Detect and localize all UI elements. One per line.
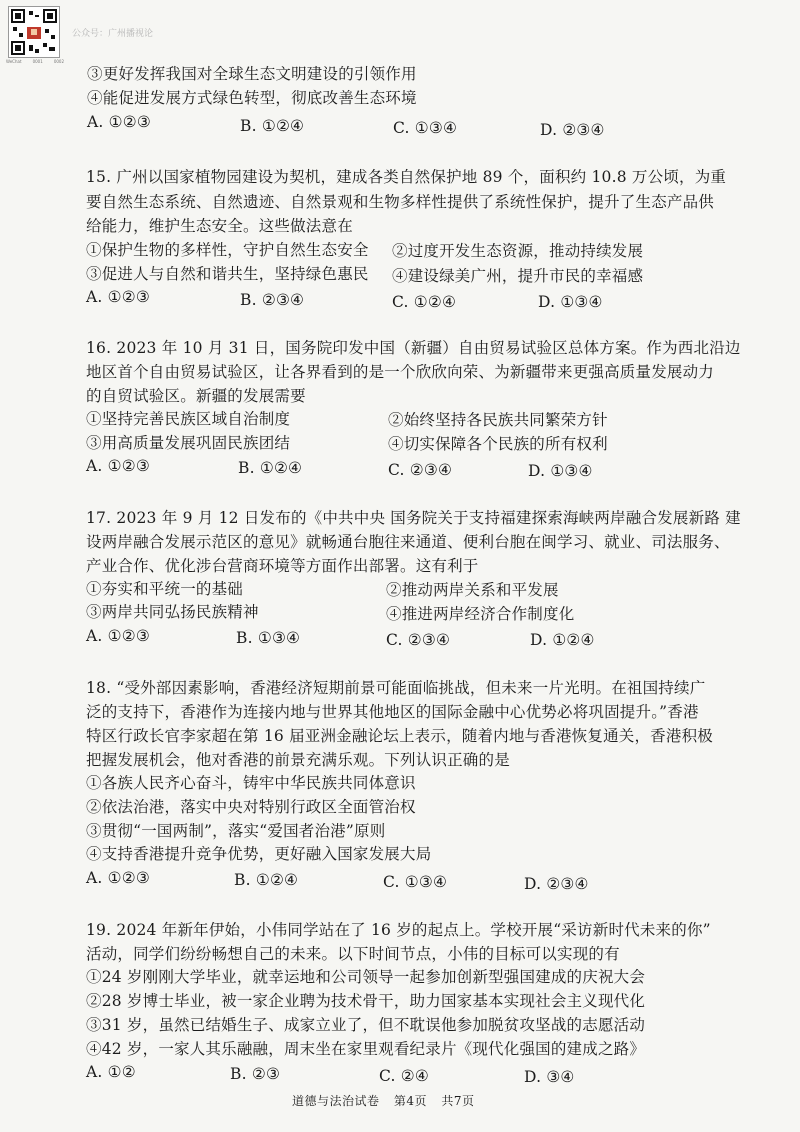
q17-option-3: ③两岸共同弘扬民族精神 [86, 603, 259, 621]
q16-option-3: ③用高质量发展巩固民族团结 [86, 434, 291, 452]
q17-stem-3: 产业合作、优化涉台营商环境等方面作出部署。这有利于 [86, 557, 479, 575]
q15-option-4: ④建设绿美广州，提升市民的幸福感 [392, 267, 644, 285]
q16-choice-d: D. ①③④ [528, 462, 593, 480]
qr-caption-3: 0002 [53, 59, 64, 64]
qr-caption [6, 59, 64, 64]
q15-option-1: ①保护生物的多样性，守护自然生态安全 [86, 241, 369, 259]
q17-choice-d: D. ①②④ [530, 631, 595, 649]
q17-choice-b: B. ①③④ [236, 629, 301, 647]
footer-total-pages: 共7页 [441, 1094, 475, 1108]
q16-choice-b: B. ①②④ [238, 459, 303, 477]
q14-option-3: ③更好发挥我国对全球生态文明建设的引领作用 [87, 65, 417, 83]
q14-option-4: ④能促进发展方式绿色转型，彻底改善生态环境 [87, 89, 417, 107]
q19-option-3: ③31 岁，虽然已结婚生子、成家立业了，但不耽误他参加脱贫攻坚战的志愿活动 [86, 1016, 646, 1034]
q14-choice-d: D. ②③④ [540, 121, 605, 139]
q14-choice-b: B. ①②④ [240, 117, 305, 135]
q17-choice-c: C. ②③④ [386, 631, 451, 649]
page-footer [292, 1092, 484, 1109]
q15-option-2: ②过度开发生态资源，推动持续发展 [392, 242, 644, 260]
q19-choice-d: D. ③④ [524, 1068, 575, 1086]
q19-option-2: ②28 岁博士毕业，被一家企业聘为技术骨干，助力国家基本实现社会主义现代化 [86, 992, 646, 1010]
q18-choice-d: D. ②③④ [524, 875, 589, 893]
q15-stem-3: 给能力，维护生态安全。这些做法意在 [86, 217, 353, 235]
q15-choice-c: C. ①②④ [392, 293, 457, 311]
q16-option-1: ①坚持完善民族区域自治制度 [86, 410, 291, 428]
q18-option-4: ④支持香港提升竞争优势，更好融入国家发展大局 [86, 845, 432, 863]
q15-stem-1: 15. 广州以国家植物园建设为契机，建成各类自然保护地 89 个，面积约 10.8 万公顷，为重 [86, 168, 727, 186]
q16-choice-c: C. ②③④ [388, 461, 453, 479]
footer-page-number: 第4页 [393, 1094, 427, 1108]
q19-stem-1: 19. 2024 年新年伊始，小伟同学站在了 16 岁的起点上。学校开展“采访新时代未来的你” [86, 921, 711, 939]
qr-caption-2: 0001 [32, 59, 43, 64]
q14-choice-a: A. ①②③ [87, 113, 151, 131]
q16-choice-a: A. ①②③ [86, 457, 150, 475]
q18-option-2: ②依法治港，落实中央对特别行政区全面管治权 [86, 798, 416, 816]
q17-option-4: ④推进两岸经济合作制度化 [386, 605, 575, 623]
q17-stem-2: 设两岸融合发展示范区的意见》就畅通台胞往来通道、便利台胞在闽学习、就业、司法服务、 [86, 533, 730, 551]
q19-option-1: ①24 岁刚刚大学毕业，就幸运地和公司领导一起参加创新型强国建成的庆祝大会 [86, 968, 646, 986]
q18-stem-1: 18. “受外部因素影响，香港经济短期前景可能面临挑战，但未来一片光明。在祖国持续广 [86, 679, 706, 697]
q18-stem-4: 把握发展机会，他对香港的前景充满乐观。下列认识正确的是 [86, 751, 510, 769]
q16-stem-1: 16. 2023 年 10 月 31 日，国务院印发中国（新疆）自由贸易试验区总体方案。作为西北沿边 [86, 339, 741, 357]
q19-choice-a: A. ①② [86, 1063, 136, 1081]
q16-stem-2: 地区首个自由贸易试验区，让各界看到的是一个欣欣向荣、为新疆带来更强高质量发展动力 [86, 363, 715, 381]
q18-choice-b: B. ①②④ [234, 871, 299, 889]
q15-choice-b: B. ②③④ [240, 291, 305, 309]
q14-choice-c: C. ①③④ [393, 119, 458, 137]
q18-option-1: ①各族人民齐心奋斗，铸牢中华民族共同体意识 [86, 774, 416, 792]
qr-code-icon [8, 6, 60, 58]
watermark: 公众号：广州播视论 [72, 29, 154, 39]
q17-stem-1: 17. 2023 年 9 月 12 日发布的《中共中央 国务院关于支持福建探索海峡两岸融合发展新路 建 [86, 509, 741, 527]
q17-choice-a: A. ①②③ [86, 627, 150, 645]
q18-choice-c: C. ①③④ [383, 873, 448, 891]
q16-option-2: ②始终坚持各民族共同繁荣方针 [388, 411, 608, 429]
q16-option-4: ④切实保障各个民族的所有权利 [388, 435, 608, 453]
q19-option-4: ④42 岁，一家人其乐融融，周末坐在家里观看纪录片《现代化强国的建成之路》 [86, 1040, 646, 1058]
q17-option-1: ①夯实和平统一的基础 [86, 580, 244, 598]
q18-option-3: ③贯彻“一国两制”，落实“爱国者治港”原则 [86, 822, 386, 840]
q18-stem-3: 特区行政长官李家超在第 16 届亚洲金融论坛上表示，随着内地与香港恢复通关，香港积极 [86, 727, 713, 745]
q19-choice-c: C. ②④ [379, 1067, 429, 1085]
q16-stem-3: 的自贸试验区。新疆的发展需要 [86, 387, 306, 405]
q19-choice-b: B. ②③ [230, 1065, 281, 1083]
q15-stem-2: 要自然生态系统、自然遗迹、自然景观和生物多样性提供了系统性保护，提升了生态产品供 [86, 193, 715, 211]
q18-stem-2: 泛的支持下，香港作为连接内地与世界其他地区的国际金融中心优势必将巩固提升。”香港 [86, 703, 699, 721]
qr-caption-1: WeChat [6, 59, 22, 64]
q15-choice-a: A. ①②③ [86, 288, 150, 306]
q19-stem-2: 活动，同学们纷纷畅想自己的未来。以下时间节点，小伟的目标可以实现的有 [86, 945, 620, 963]
q17-option-2: ②推动两岸关系和平发展 [386, 581, 559, 599]
q15-choice-d: D. ①③④ [538, 293, 603, 311]
footer-subject: 道德与法治试卷 [292, 1094, 380, 1108]
q18-choice-a: A. ①②③ [86, 869, 150, 887]
q15-option-3: ③促进人与自然和谐共生，坚持绿色惠民 [86, 265, 369, 283]
